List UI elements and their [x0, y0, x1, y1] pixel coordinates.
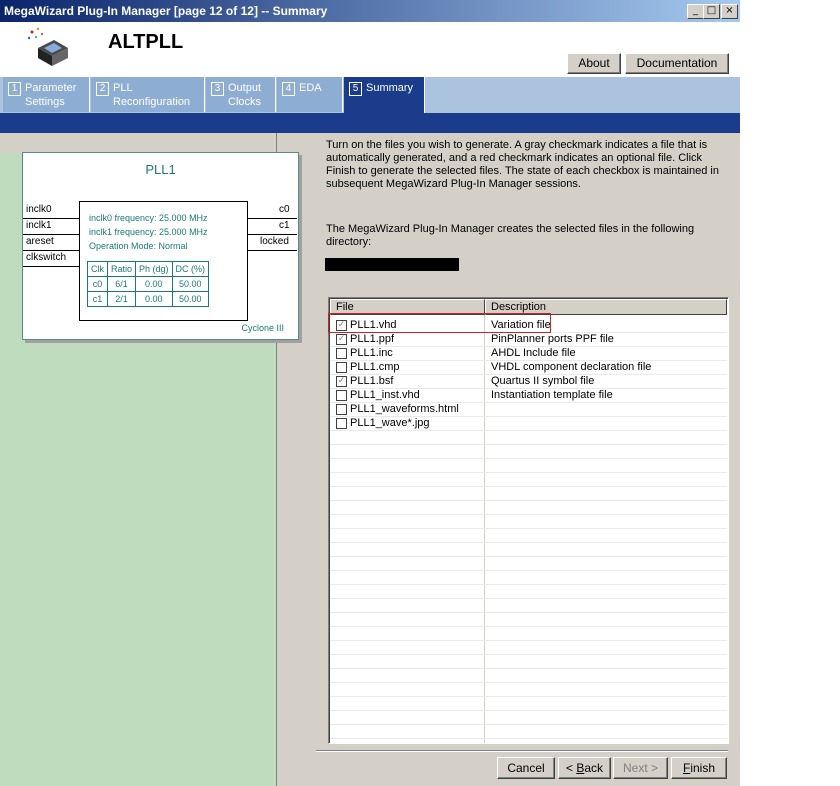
clock-table-cell: c1: [88, 292, 108, 307]
empty-row: [330, 556, 727, 571]
empty-row: [330, 542, 727, 557]
about-label: About: [578, 56, 610, 70]
tab-label: Summary: [366, 82, 414, 94]
clock-table-row: [88, 292, 209, 307]
finish-button[interactable]: [671, 757, 727, 779]
directory-path-redacted: [325, 258, 459, 271]
file-checkbox[interactable]: [336, 418, 347, 429]
tab-summary[interactable]: [344, 77, 425, 113]
tab-number: 5: [349, 82, 362, 96]
next-label: Next >: [622, 761, 658, 775]
pin-line: [23, 234, 79, 235]
empty-row: [330, 472, 727, 487]
file-description: Instantiation template file: [491, 389, 613, 401]
file-row: [330, 318, 727, 333]
pin-c0: c0: [279, 204, 290, 215]
pin-clkswitch: clkswitch: [26, 252, 67, 263]
next-button[interactable]: [613, 757, 668, 779]
file-checkbox[interactable]: [336, 348, 347, 359]
tab-strip: [0, 77, 740, 113]
clock-table-cell: 50.00: [172, 292, 209, 307]
title-bar: [0, 0, 740, 22]
empty-row: [330, 682, 727, 697]
back-label-mnemonic: B: [576, 761, 585, 775]
empty-row: [330, 696, 727, 711]
file-name: PLL1_wave*.jpg: [350, 417, 430, 429]
empty-row: [330, 710, 727, 725]
file-name: PLL1.ppf: [350, 333, 395, 345]
empty-row: [330, 430, 727, 445]
pin-line: [23, 250, 79, 251]
pin-line: [23, 218, 79, 219]
pin-line: [247, 250, 297, 251]
file-description: Variation file: [491, 319, 551, 331]
pin-c1: c1: [279, 220, 290, 231]
pin-line: [23, 266, 79, 267]
clock-table-cell: Ph (dg): [136, 262, 173, 277]
empty-row: [330, 724, 727, 739]
empty-row: [330, 444, 727, 459]
pll-name: PLL1: [145, 162, 176, 177]
info-inclk0-frequency: inclk0 frequency: 25.000 MHz: [89, 213, 208, 223]
empty-row: [330, 598, 727, 613]
header: [0, 22, 740, 77]
file-list: [328, 297, 729, 744]
clock-table-cell: Ratio: [108, 262, 136, 277]
file-row: [330, 360, 727, 375]
documentation-label: Documentation: [636, 56, 718, 70]
clock-table-cell: 0.00: [136, 277, 173, 292]
empty-row: [330, 584, 727, 599]
tab-number: 3: [211, 82, 224, 96]
pin-line: [247, 234, 297, 235]
window-title: MegaWizard Plug-In Manager [page 12 of 12] -- Summary: [4, 4, 328, 18]
tab-number: 1: [8, 82, 21, 96]
tab-label: Reconfiguration: [113, 96, 191, 108]
back-label-prefix: <: [565, 761, 577, 775]
clock-table-cell: 6/1: [108, 277, 136, 292]
tab-output-clocks[interactable]: [206, 77, 276, 112]
empty-row: [330, 500, 727, 515]
device-family: Cyclone III: [241, 323, 284, 333]
instructions-text: Turn on the files you wish to generate. A gray checkmark indicates a file that is automatically generated, and a red checkmark indicates an optional file. Click Finish to generate the selected files. The state of each checkbox is maintained in subsequent MegaWizard Plug-In Manager sessions.: [326, 139, 719, 190]
file-row: [330, 388, 727, 403]
empty-row: [330, 654, 727, 669]
clock-table-cell: 50.00: [172, 277, 209, 292]
file-name: PLL1.vhd: [350, 319, 397, 331]
tab-number: 2: [96, 82, 109, 96]
clock-table-cell: Clk: [88, 262, 108, 277]
file-checkbox[interactable]: [336, 362, 347, 373]
symbol-panel-top: [0, 133, 276, 153]
empty-row: [330, 640, 727, 655]
file-row: [330, 416, 727, 431]
empty-row: [330, 668, 727, 683]
file-row: [330, 374, 727, 389]
file-description: Quartus II symbol file: [491, 375, 595, 387]
empty-row: [330, 486, 727, 501]
finish-label-suffix: inish: [690, 761, 716, 775]
pin-locked: locked: [260, 236, 289, 247]
empty-row: [330, 514, 727, 529]
file-name: PLL1.cmp: [350, 361, 400, 373]
tab-label: Settings: [25, 96, 65, 108]
file-row: [330, 346, 727, 361]
directory-text: The MegaWizard Plug-In Manager creates the selected files in the following directory:: [326, 223, 695, 248]
file-name: PLL1.bsf: [350, 375, 394, 387]
app-title: ALTPLL: [108, 31, 184, 53]
empty-row: [330, 612, 727, 627]
clock-table-row: [88, 277, 209, 292]
file-name: PLL1_waveforms.html: [350, 403, 459, 415]
tab-label: Output: [228, 82, 262, 94]
file-name: PLL1_inst.vhd: [350, 389, 420, 401]
megawizard-logo-icon: [24, 26, 72, 70]
pin-inclk1: inclk1: [26, 220, 52, 231]
column-header-file[interactable]: File: [330, 299, 485, 315]
file-description: PinPlanner ports PPF file: [491, 333, 614, 345]
tab-eda[interactable]: [277, 77, 343, 112]
finish-label-mnemonic: F: [682, 761, 691, 775]
clock-table-cell: c0: [88, 277, 108, 292]
clock-table-header: [88, 262, 209, 277]
back-button[interactable]: [558, 757, 611, 779]
pin-areset: areset: [26, 236, 54, 247]
file-checkbox[interactable]: [336, 404, 347, 415]
minimize-button[interactable]: _: [687, 4, 704, 19]
cancel-button[interactable]: [497, 757, 555, 779]
empty-row: [330, 570, 727, 585]
tab-label: PLL: [113, 82, 133, 94]
tab-parameter-settings[interactable]: [3, 77, 90, 112]
clock-table-cell: 2/1: [108, 292, 136, 307]
pll-core-block: [79, 201, 248, 321]
pll-symbol: [22, 152, 299, 340]
info-inclk1-frequency: inclk1 frequency: 25.000 MHz: [89, 227, 208, 237]
file-description: AHDL Include file: [491, 347, 576, 359]
tab-label: Parameter: [25, 82, 77, 94]
documentation-button[interactable]: [625, 53, 729, 74]
tab-label: Clocks: [228, 96, 262, 108]
pin-inclk0: inclk0: [26, 204, 52, 215]
maximize-button[interactable]: □: [703, 4, 720, 19]
file-name: PLL1.inc: [350, 347, 393, 359]
column-header-description[interactable]: Description: [485, 299, 727, 315]
close-button[interactable]: ×: [721, 4, 738, 19]
cancel-label: Cancel: [507, 761, 545, 775]
file-row: [330, 402, 727, 417]
file-row: [330, 332, 727, 347]
file-checkbox[interactable]: ✓: [337, 334, 346, 344]
about-button[interactable]: [567, 53, 621, 74]
empty-row: [330, 528, 727, 543]
info-operation-mode: Operation Mode: Normal: [89, 241, 188, 251]
footer-separator: [316, 750, 728, 752]
file-checkbox[interactable]: ✓: [337, 320, 346, 330]
empty-row: [330, 626, 727, 641]
file-checkbox[interactable]: [336, 390, 347, 401]
tab-number: 4: [282, 82, 295, 96]
pin-line: [247, 218, 297, 219]
tab-pll-reconfiguration[interactable]: [91, 77, 205, 112]
nav-band: [0, 113, 740, 133]
empty-row: [330, 458, 727, 473]
back-label-suffix: ack: [584, 761, 604, 775]
clock-table-cell: DC (%): [172, 262, 209, 277]
clock-table-cell: 0.00: [136, 292, 173, 307]
clock-table: [87, 261, 209, 307]
file-checkbox[interactable]: ✓: [337, 376, 346, 386]
file-description: VHDL component declaration file: [491, 361, 652, 373]
tab-label: EDA: [299, 82, 322, 94]
